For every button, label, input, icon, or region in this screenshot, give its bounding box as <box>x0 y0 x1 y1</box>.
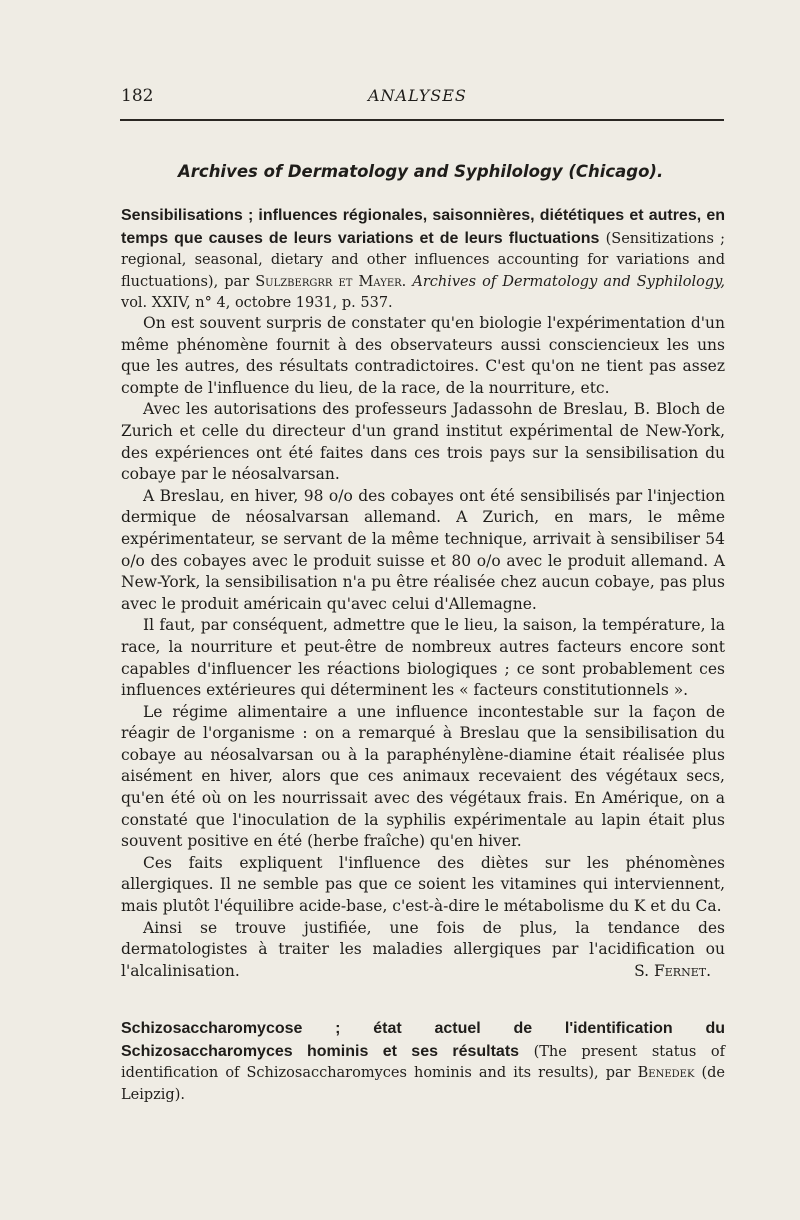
article1-last-paragraph-text: Ainsi se trouve justifiée, une fois de plus, la tendance des dermatologistes à traiter les maladies allergiques par l'acidification ou l'alcalinisation. <box>121 918 725 980</box>
article1-authors: Sulzbergrr et Mayer. <box>255 273 407 290</box>
article1-english-ref: (Sensitizations ; regional, seasonal, dietary and other influences accounting for variations and fluctuations), par <box>121 230 725 290</box>
article2-english-ref: (The present status of identification of Schizosaccharomyces hominis and its results), par <box>121 1043 725 1081</box>
header-rule <box>120 119 724 121</box>
article1-heading <box>121 205 725 315</box>
running-title: ANALYSES <box>368 86 467 105</box>
article1-journal-ref: Archives of Dermatology and Syphilology, <box>412 273 725 290</box>
article1-body <box>121 313 725 982</box>
page-number: 182 <box>121 86 154 106</box>
article2-heading <box>121 1018 725 1106</box>
article1-signature: S. Fernet. <box>634 961 711 980</box>
article1-paragraph: Il faut, par conséquent, admettre que le lieu, la saison, la température, la race, la nourriture et peut-être de nombreux autres facteurs encore sont capables d'influencer les réactions biologiques ; ce sont probablement ces influences extérieures qui déterminent les « facteurs constitutionnels ». <box>121 616 725 700</box>
journal-title: Archives of Dermatology and Syphilology (Chicago). <box>178 162 664 181</box>
article2-title: Schizosaccharomycose ; état actuel de l'identification du Schizosaccharomyces hominis et ses résultats <box>121 1020 725 1060</box>
article1-title: Sensibilisations ; influences régionales, saisonnières, diététiques et autres, en temps que causes de leurs variations et de leurs fluctuations <box>121 207 725 247</box>
article2-author: Benedek <box>637 1065 695 1081</box>
article1-paragraph-last <box>121 918 725 983</box>
article1-paragraph: On est souvent surpris de constater qu'en biologie l'expérimentation d'un même phénomène fournit à des observateurs aussi consciencieux les uns que les autres, des résultats contradictoires. C'est qu'on ne tient pas assez compte de l'influence du lieu, de la race, de la nourriture, etc. <box>121 314 725 397</box>
article1-ref-details: vol. XXIV, n° 4, octobre 1931, p. 537. <box>121 295 393 311</box>
article1-paragraph: A Breslau, en hiver, 98 o/o des cobayes ont été sensibilisés par l'injection dermique de néosalvarsan allemand. A Zurich, en mars, le même expérimentateur, se servant de la même technique, arrivait à sensibiliser 54 o/o des cobayes avec le produit suisse et 80 o/o avec le produit allemand. A New-York, la sensibilisation n'a pu être réalisée chez aucun cobaye, pas plus avec le produit américain qu'avec celui d'Allemagne. <box>121 486 725 613</box>
article1-paragraph: Le régime alimentaire a une influence incontestable sur la façon de réagir de l'organisme : on a remarqué à Breslau que la sensibilisation du cobaye au néosalvarsan ou à la paraphénylène-diamine était réalisée plus aisément en hiver, alors que ces animaux recevaient des végétaux secs, qu'en été où on les nourrissait avec des végétaux frais. En Amérique, on a constaté que l'inoculation de la syphilis expérimentale au lapin était plus souvent positive en été (herbe fraîche) qu'en hiver. <box>121 702 725 851</box>
article1-paragraph: Ces faits expliquent l'influence des diètes sur les phénomènes allergiques. Il ne semble pas que ce soient les vitamines qui interviennent, mais plutôt l'équilibre acide-base, c'est-à-dire le métabolisme du K et du Ca. <box>121 853 725 916</box>
article2-author-place: (de Leipzig). <box>121 1065 726 1103</box>
article1-paragraph: Avec les autorisations des professeurs Jadassohn de Breslau, B. Bloch de Zurich et celle du directeur d'un grand institut expérimental de New-York, des expériences ont été faites dans ces trois pays sur la sensibilisation du cobaye par le néosalvarsan. <box>121 400 725 484</box>
